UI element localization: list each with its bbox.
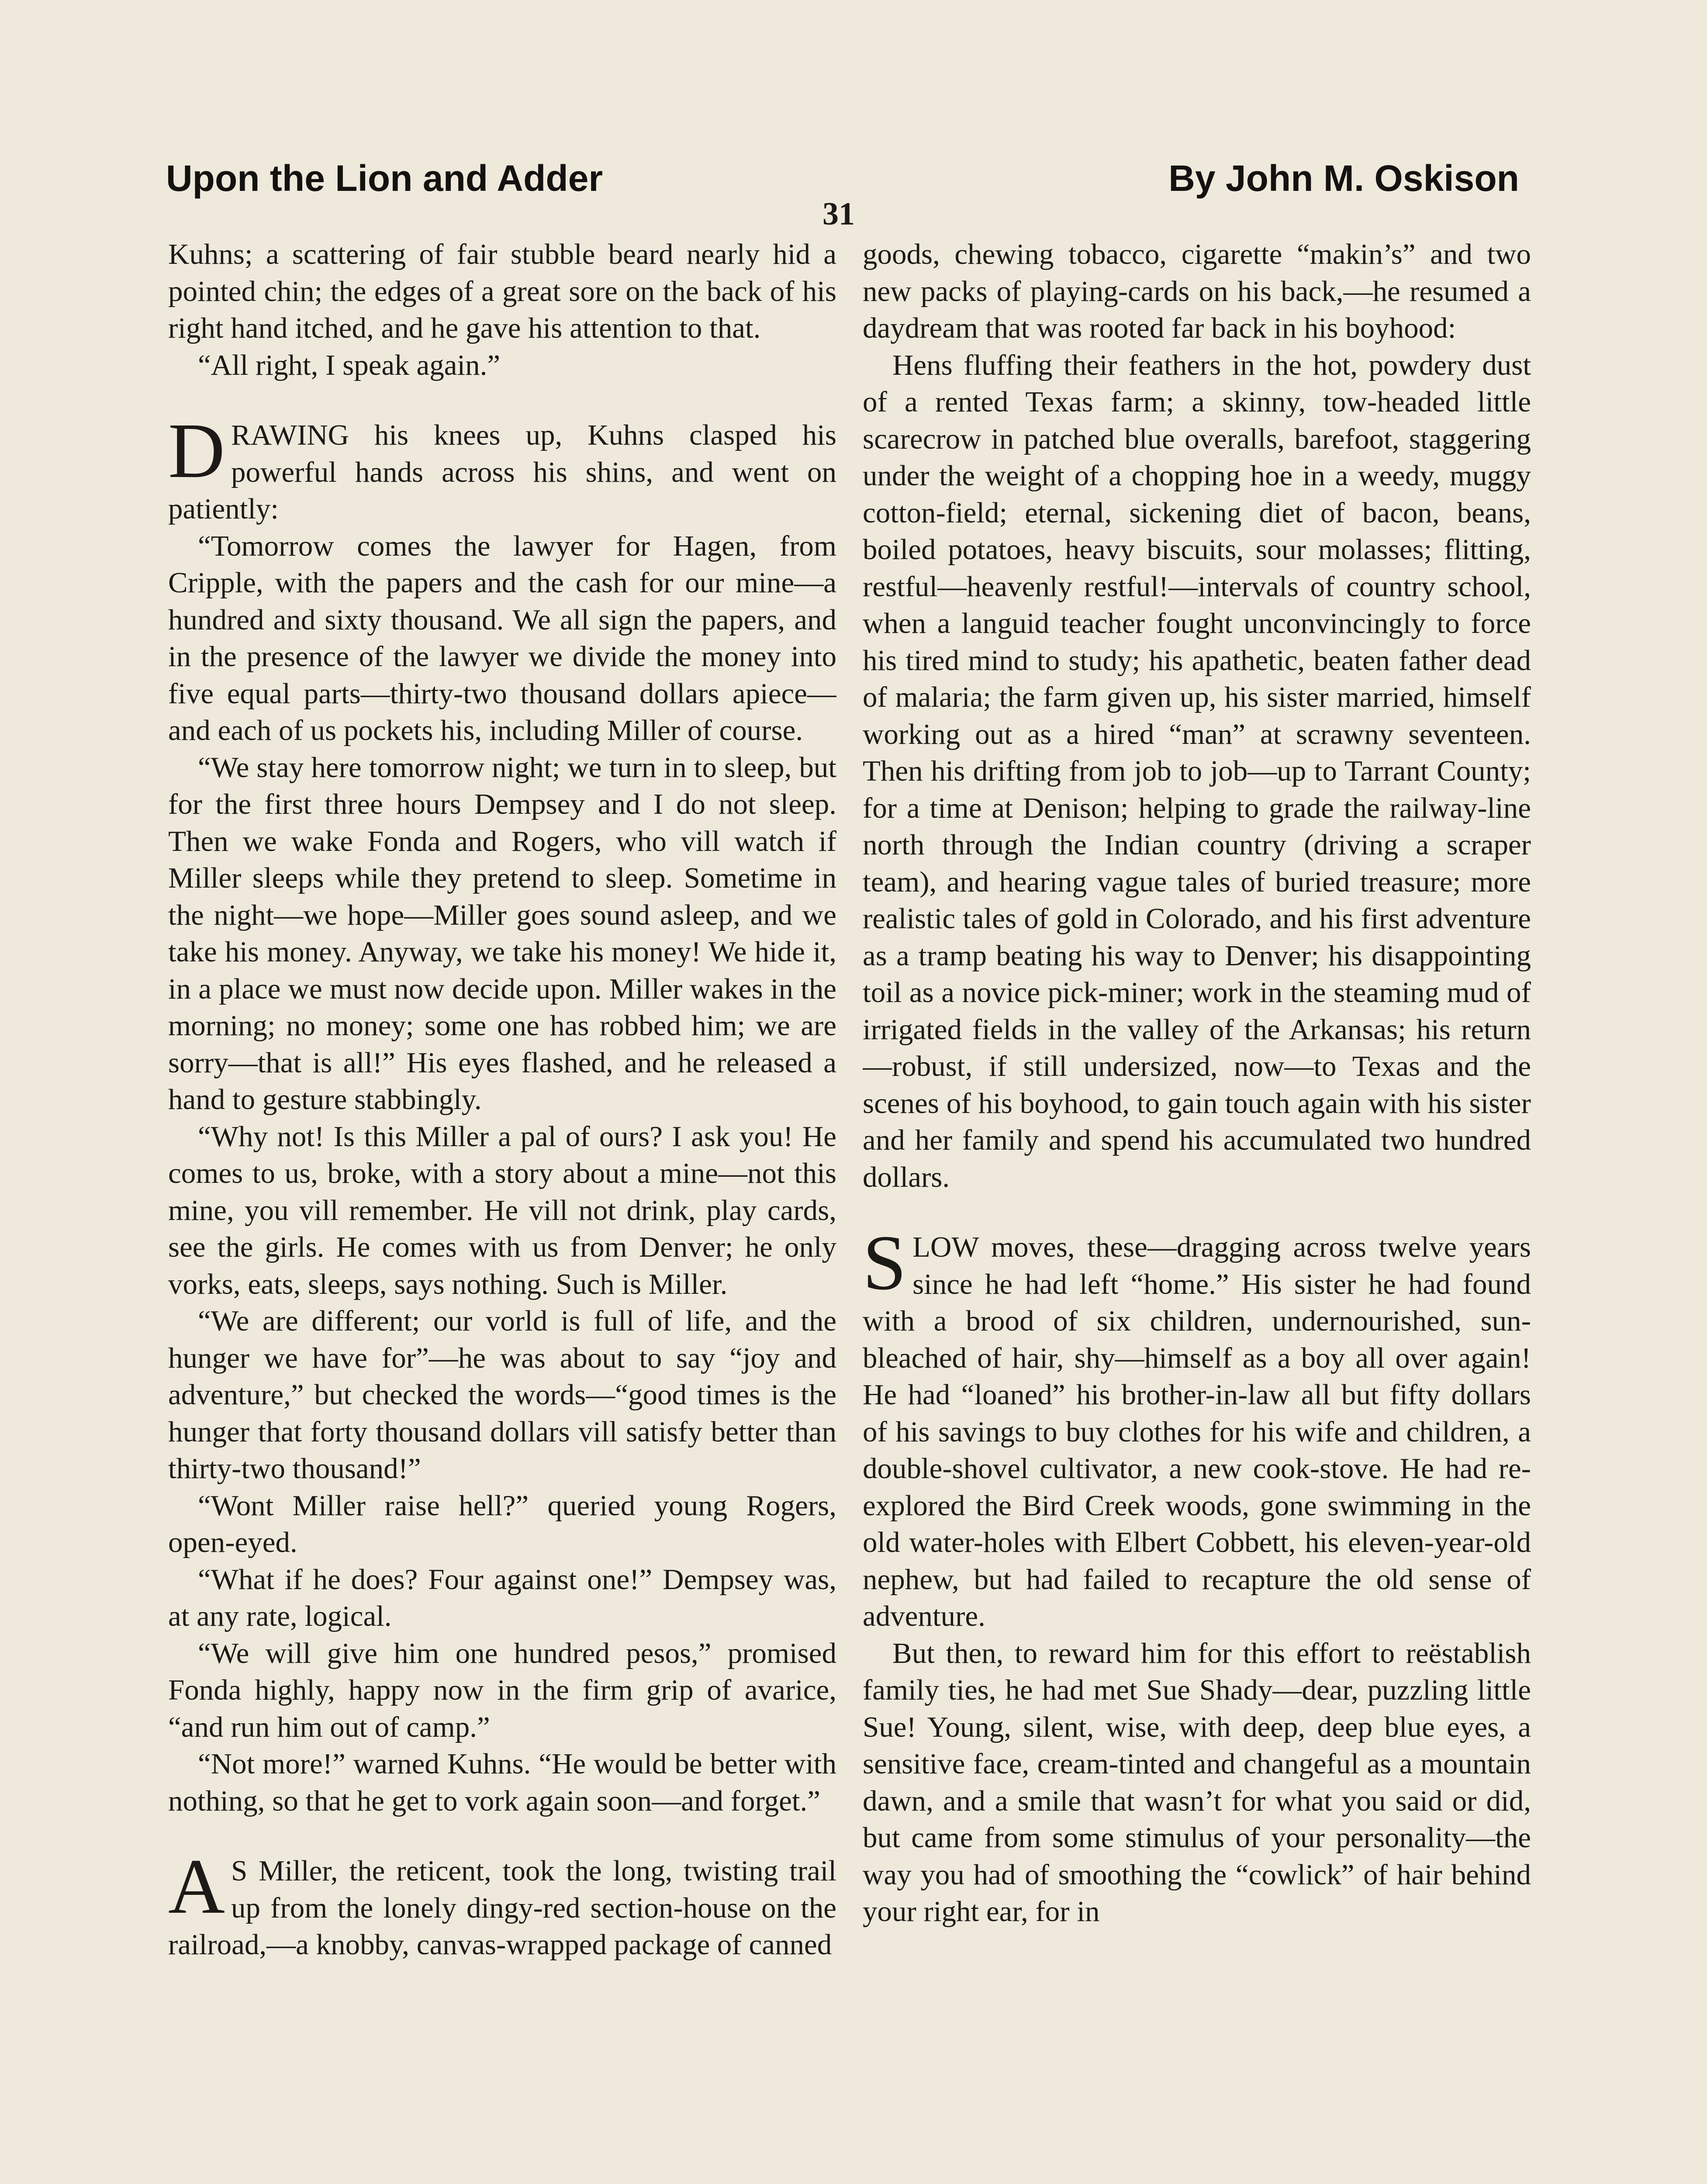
paragraph: “We are different; our vorld is full of life, and the hunger we have for”—he was about to say “joy and adventure,” but checked the words—“good times is the hunger that forty thousand dollars vill satisfy better than thirty-two thousand!”: [168, 1305, 836, 1485]
paragraph: “Tomorrow comes the lawyer for Hagen, from Cripple, with the papers and the cash for our mine—a hundred and sixty thousand. We all sign the papers, and in the presence of the lawyer we divide the money into five equal parts—thirty-two thousand dollars apiece—and each of us pockets his, including Miller of course.: [168, 529, 836, 746]
section-text: LOW moves, these—dragging across twelve years since he had left “home.” His sister he had found with a brood of six children, undernourished, sun-bleached of hair, shy—himself as a boy all over again! He had “loaned” his brother-in-law all but fifty dollars of his savings to buy clothes for his wife and children, a double-shovel cultivator, a new cook-stove. He had re-explored the Bird Creek woods, gone swimming in the old water-holes with Elbert Cobbett, his eleven-year-old nephew, but had failed to recapture the old sense of adventure.: [863, 1231, 1531, 1632]
paragraph: goods, chewing tobacco, cigarette “makin’s” and two new packs of playing-cards on his back,—he resumed a daydream that was rooted far back in his boyhood:: [863, 238, 1531, 344]
paragraph: “We stay here tomorrow night; we turn in to sleep, but for the first three hours Dempsey and I do not sleep. Then we wake Fonda and Rogers, who vill watch if Miller sleeps while they pretend to sleep. Sometime in the night—we hope—Miller goes sound asleep, and we take his money. Anyway, we take his money! We hide it, in a place we must now decide upon. Miller wakes in the morning; no money; some one has robbed him; we are sorry—that is all!” His eyes flashed, and he released a hand to gesture stabbingly.: [168, 751, 836, 1116]
page-number: 31: [822, 196, 855, 232]
paragraph: “Why not! Is this Miller a pal of ours? I ask you! He comes to us, broke, with a story about a mine—not this mine, you vill remember. He vill not drink, play cards, see the girls. He comes with us from Denver; he only vorks, eats, sleeps, says nothing. Such is Miller.: [168, 1120, 836, 1300]
right-column: [863, 236, 1531, 2184]
paragraph: Kuhns; a scattering of fair stubble beard nearly hid a pointed chin; the edges of a great sore on the back of his right hand itched, and he gave his attention to that.: [168, 238, 836, 344]
drop-cap: D: [168, 407, 225, 494]
paragraph: “Not more!” warned Kuhns. “He would be better with nothing, so that he get to vork again soon—and forget.”: [168, 1748, 836, 1817]
paragraph: Hens fluffing their feathers in the hot, powdery dust of a rented Texas farm; a skinny, tow-headed little scarecrow in patched blue overalls, barefoot, staggering under the weight of a chopping hoe in a weedy, muggy cotton-field; eternal, sickening diet of bacon, beans, boiled potatoes, heavy biscuits, sour molasses; flitting, restful—heavenly restful!—intervals of country school, when a languid teacher fought unconvincingly to force his tired mind to study; his apathetic, beaten father dead of malaria; the farm given up, his sister married, himself working out as a hired “man” at scrawny seventeen. Then his drifting from job to job—up to Tarrant County; for a time at Denison; helping to grade the railway-line north through the Indian country (driving a scraper team), and hearing vague tales of buried treasure; more realistic tales of gold in Colorado, and his first adventure as a tramp beating his way to Denver; his disappointing toil as a novice pick-miner; work in the steaming mud of irrigated fields in the valley of the Arkansas; his return—robust, if still undersized, now—to Texas and the scenes of his boyhood, to gain touch again with his sister and her family and spend his accumulated two hundred dollars.: [863, 349, 1531, 1193]
drop-cap: A: [168, 1843, 225, 1930]
section-opening: [168, 407, 836, 528]
section-text: RAWING his knees up, Kuhns clasped his powerful hands across his shins, and went on patiently:: [168, 419, 836, 525]
paragraph: “Wont Miller raise hell?” queried young Rogers, open-eyed.: [168, 1489, 836, 1559]
section-opening: [863, 1219, 1531, 1635]
paragraph: “We will give him one hundred pesos,” promised Fonda highly, happy now in the firm grip of avarice, “and run him out of camp.”: [168, 1637, 836, 1743]
author-byline: By John M. Oskison: [1168, 158, 1519, 199]
paragraph: “What if he does? Four against one!” Dempsey was, at any rate, logical.: [168, 1563, 836, 1632]
paragraph: “All right, I speak again.”: [198, 349, 501, 381]
left-column: [168, 236, 836, 2184]
section-opening: [168, 1843, 836, 1963]
section-text: S Miller, the reticent, took the long, twisting trail up from the lonely dingy-red section-house on the railroad,—a knobby, canvas-wrapped package of canned: [168, 1855, 836, 1961]
story-title: Upon the Lion and Adder: [166, 158, 603, 199]
paragraph: But then, to reward him for this effort to reëstablish family ties, he had met Sue Shady—dear, puzzling little Sue! Young, silent, wise, with deep, deep blue eyes, a sensitive face, cream-tinted and changeful as a mountain dawn, and a smile that wasn’t for what you said or did, but came from some stimulus of your personality—the way you had of smoothing the “cowlick” of hair behind your right ear, for in: [863, 1637, 1531, 1928]
drop-cap: S: [863, 1219, 907, 1306]
